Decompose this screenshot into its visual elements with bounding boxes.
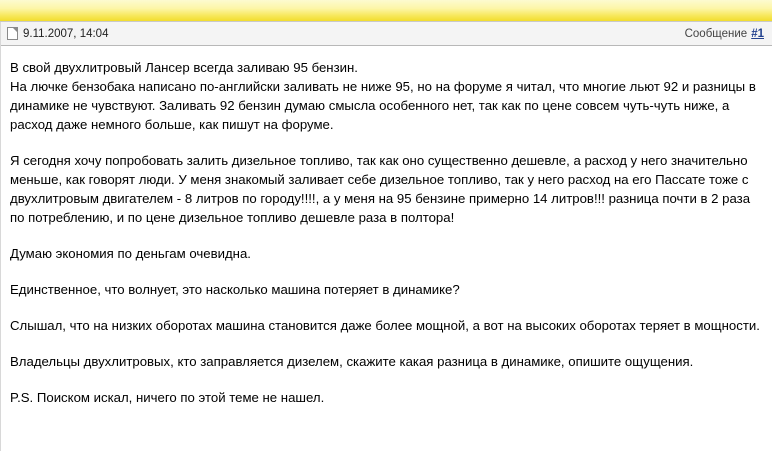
post-paragraph: P.S. Поиском искал, ничего по этой теме не нашел. — [10, 390, 325, 405]
post-paragraph: Думаю экономия по деньгам очевидна. — [10, 246, 251, 261]
post-paragraph: Владельцы двухлитровых, кто заправляется дизелем, скажите какая разница в динамике, опишите ощущения. — [10, 354, 694, 369]
yellow-header-bar — [0, 0, 772, 22]
left-border-rule — [0, 22, 1, 451]
post-header-left — [7, 27, 108, 40]
post-paragraph: Слышал, что на низких оборотах машина становится даже более мощной, а вот на высоких оборотах теряет в мощности. — [10, 318, 760, 333]
post-paragraph: В свой двухлитровый Лансер всегда заливаю 95 бензин. На лючке бензобака написано по-английски заливать не ниже 95, но на форуме я читал, что многие льют 92 и разницы в динамике не чувствуют. Заливать 92 бензин думаю смысла особенного нет, так как по цене совсем чуть-чуть ниже, а расход даже немного больше, как пишут на форуме. — [10, 60, 756, 132]
post-date: 9.11.2007, 14:04 — [23, 27, 109, 40]
post-paragraph: Я сегодня хочу попробовать залить дизельное топливо, так как оно существенно дешевле, а расход у него значительно меньше, как говорят люди. У меня знакомый заливает себе дизельное топливо, так у него расход на его Пассате тоже с двухлитровым двигателем - 8 литров по городу!!!!, а у меня на 95 бензине примерно 14 литров!!! разница почти в 2 раза по потреблению, и по цене дизельное топливо дешевле раза в полтора! — [10, 153, 751, 225]
message-label: Сообщение — [684, 27, 748, 40]
post-header — [0, 22, 772, 46]
post-paragraph: Единственное, что волнует, это насколько машина потеряет в динамике? — [10, 282, 460, 297]
post-permalink[interactable]: #1 — [751, 27, 764, 40]
post-body — [0, 46, 772, 417]
post-header-right — [685, 28, 764, 40]
page-icon — [7, 27, 18, 40]
